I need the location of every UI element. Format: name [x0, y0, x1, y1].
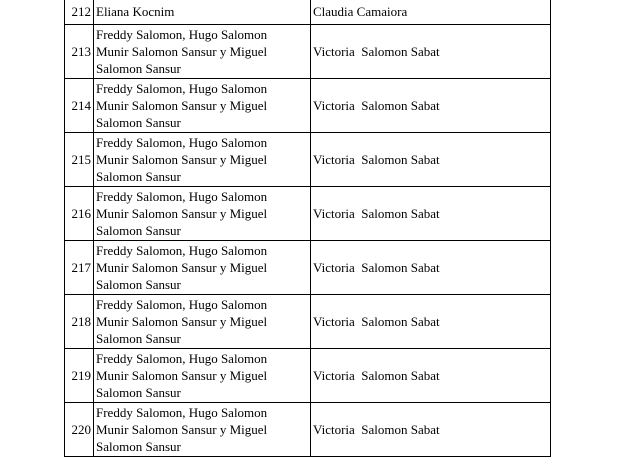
row-number: 215 [65, 133, 94, 187]
buyer-name-line: Salomon Sansur [96, 223, 181, 238]
buyer-name-line: Salomon Sansur [96, 439, 181, 454]
seller-cell: Victoria Salomon Sabat [311, 133, 551, 187]
row-number: 219 [65, 349, 94, 403]
buyer-cell [94, 241, 311, 295]
buyer-name-line: Salomon Sansur [96, 115, 181, 130]
buyer-name-line: Salomon Sansur [96, 385, 181, 400]
buyer-name-line: Salomon Sansur [96, 169, 181, 184]
seller-cell: Claudia Camaiora [311, 0, 551, 25]
row-number: 213 [65, 25, 94, 79]
row-number: 218 [65, 295, 94, 349]
buyer-name-line: Munir Salomon Sansur y Miguel [96, 152, 268, 167]
buyer-name-line: Freddy Salomon, Hugo Salomon [96, 351, 268, 366]
buyer-cell [94, 187, 311, 241]
row-number: 212 [65, 0, 94, 25]
buyer-name-line: Freddy Salomon, Hugo Salomon [96, 297, 268, 312]
row-number: 217 [65, 241, 94, 295]
buyer-name-line: Munir Salomon Sansur y Miguel [96, 368, 268, 383]
buyer-name-line: Salomon Sansur [96, 61, 181, 76]
table-row [65, 241, 551, 295]
seller-cell: Victoria Salomon Sabat [311, 187, 551, 241]
buyer-cell [94, 79, 311, 133]
records-table [64, 0, 551, 457]
buyer-cell [94, 25, 311, 79]
table-row [65, 133, 551, 187]
buyer-name-line: Freddy Salomon, Hugo Salomon [96, 81, 268, 96]
buyer-cell [94, 133, 311, 187]
buyer-name-line: Freddy Salomon, Hugo Salomon [96, 405, 268, 420]
seller-cell: Victoria Salomon Sabat [311, 25, 551, 79]
seller-cell: Victoria Salomon Sabat [311, 295, 551, 349]
buyer-name-line: Munir Salomon Sansur y Miguel [96, 206, 268, 221]
buyer-cell [94, 349, 311, 403]
row-number: 220 [65, 403, 94, 457]
buyer-cell [94, 0, 311, 25]
table-row [65, 187, 551, 241]
table-row [65, 403, 551, 457]
buyer-name-line: Eliana Kocnim [96, 4, 175, 19]
table-row [65, 79, 551, 133]
row-number: 216 [65, 187, 94, 241]
buyer-name-line: Munir Salomon Sansur y Miguel [96, 98, 268, 113]
buyer-name-line: Munir Salomon Sansur y Miguel [96, 260, 268, 275]
buyer-name-line: Freddy Salomon, Hugo Salomon [96, 189, 268, 204]
table-row [65, 295, 551, 349]
table-row [65, 349, 551, 403]
buyer-name-line: Salomon Sansur [96, 331, 181, 346]
buyer-name-line: Munir Salomon Sansur y Miguel [96, 44, 268, 59]
buyer-name-line: Salomon Sansur [96, 277, 181, 292]
seller-cell: Victoria Salomon Sabat [311, 79, 551, 133]
buyer-name-line: Munir Salomon Sansur y Miguel [96, 314, 268, 329]
table-row [65, 25, 551, 79]
seller-cell: Victoria Salomon Sabat [311, 403, 551, 457]
buyer-name-line: Munir Salomon Sansur y Miguel [96, 422, 268, 437]
seller-cell: Victoria Salomon Sabat [311, 241, 551, 295]
buyer-name-line: Freddy Salomon, Hugo Salomon [96, 27, 268, 42]
buyer-cell [94, 295, 311, 349]
buyer-name-line: Freddy Salomon, Hugo Salomon [96, 135, 268, 150]
records-table-body [65, 0, 551, 457]
table-row [65, 0, 551, 25]
buyer-name-line: Freddy Salomon, Hugo Salomon [96, 243, 268, 258]
buyer-cell [94, 403, 311, 457]
seller-cell: Victoria Salomon Sabat [311, 349, 551, 403]
row-number: 214 [65, 79, 94, 133]
